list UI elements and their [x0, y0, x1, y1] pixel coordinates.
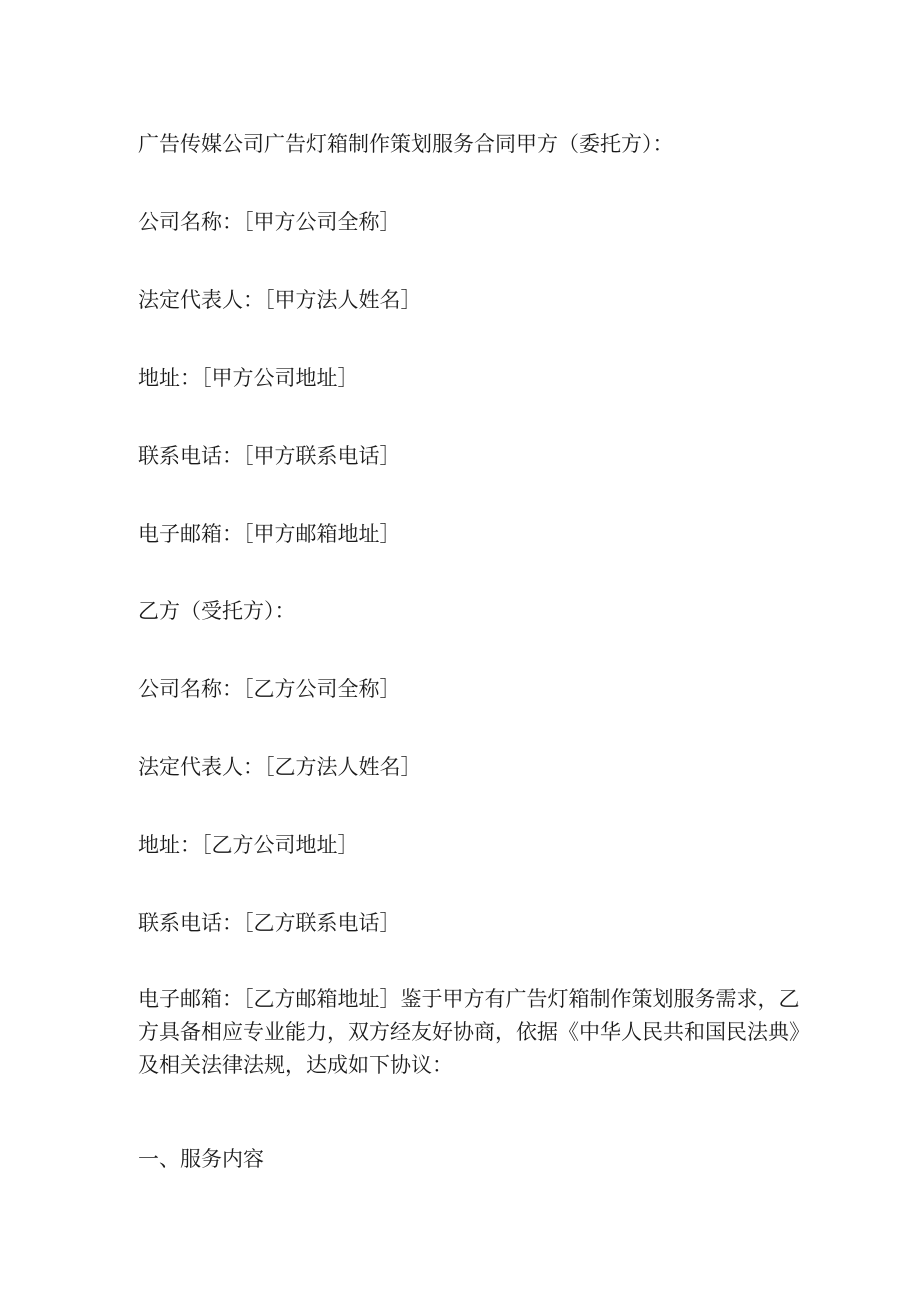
preamble-paragraph [138, 983, 810, 1082]
contract-title-party-a: 广告传媒公司广告灯箱制作策划服务合同甲方（委托方）： [138, 132, 674, 156]
party-a-address: 地址：［甲方公司地址］ [138, 366, 359, 390]
party-a-email: 电子邮箱：［甲方邮箱地址］ [138, 522, 401, 546]
party-a-phone: 联系电话：［甲方联系电话］ [138, 444, 401, 468]
party-a-legal-representative: 法定代表人：［甲方法人姓名］ [138, 288, 422, 312]
preamble-line: 及相关法律法规，达成如下协议： [138, 1053, 453, 1077]
preamble-line: 电子邮箱：［乙方邮箱地址］鉴于甲方有广告灯箱制作策划服务需求，乙 [138, 987, 800, 1011]
preamble-line: 方具备相应专业能力，双方经友好协商，依据《中华人民共和国民法典》 [138, 1020, 810, 1044]
section-heading: 一、服务内容 [138, 1147, 264, 1171]
party-b-legal-representative: 法定代表人：［乙方法人姓名］ [138, 755, 422, 779]
party-b-phone: 联系电话：［乙方联系电话］ [138, 911, 401, 935]
party-b-heading: 乙方（受托方）： [138, 599, 296, 623]
party-b-company-name: 公司名称：［乙方公司全称］ [138, 677, 401, 701]
party-b-address: 地址：［乙方公司地址］ [138, 833, 359, 857]
party-a-company-name: 公司名称：［甲方公司全称］ [138, 210, 401, 234]
